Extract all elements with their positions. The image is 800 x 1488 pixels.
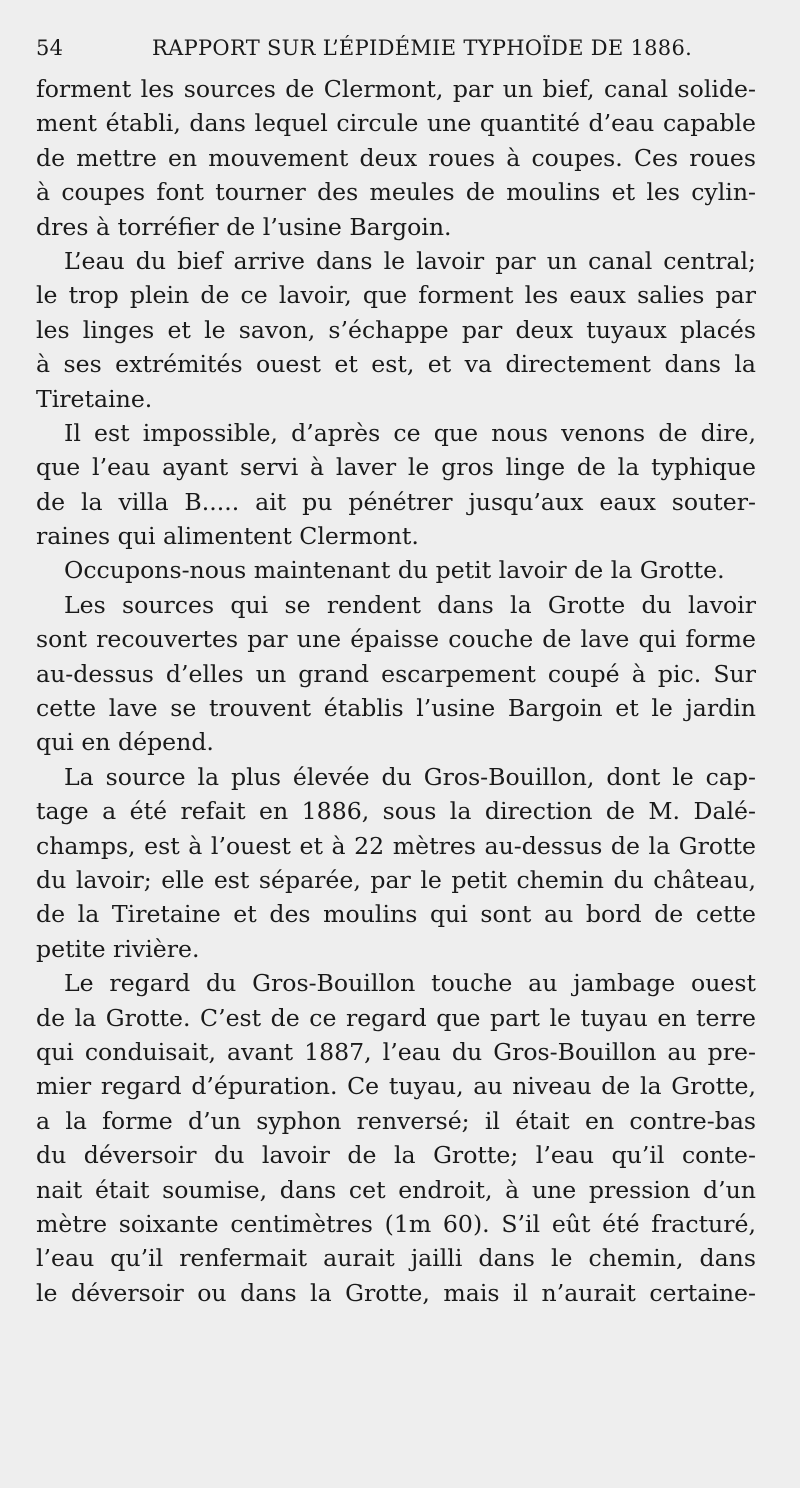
running-header <box>36 36 756 66</box>
text-line: du déversoir du lavoir de la Grotte; l’eau qu’il conte- <box>36 1141 756 1170</box>
text-line: le déversoir ou dans la Grotte, mais il n’aurait certaine- <box>36 1278 756 1307</box>
text-line: mier regard d’épuration. Ce tuyau, au niveau de la Grotte, <box>36 1072 756 1101</box>
text-line: que l’eau ayant servi à laver le gros linge de la typhique <box>36 453 756 482</box>
text-line: ment établi, dans lequel circule une quantité d’eau capable <box>36 109 756 138</box>
text-line: tage a été refait en 1886, sous la direction de M. Dalé- <box>36 797 756 826</box>
text-line: qui en dépend. <box>36 728 214 757</box>
text-line: à coupes font tourner des meules de moulins et les cylin- <box>36 178 756 207</box>
text-line: de la Tiretaine et des moulins qui sont au bord de cette <box>36 900 756 929</box>
text-line: Occupons-nous maintenant du petit lavoir de la Grotte. <box>64 556 725 585</box>
text-line: du lavoir; elle est séparée, par le petit chemin du château, <box>36 865 756 894</box>
running-title: RAPPORT SUR L’ÉPIDÉMIE TYPHOÏDE DE 1886. <box>152 36 693 60</box>
text-line: qui conduisait, avant 1887, l’eau du Gros-Bouillon au pre- <box>36 1037 756 1066</box>
body-text <box>36 72 756 1310</box>
text-line: forment les sources de Clermont, par un bief, canal solide- <box>36 75 756 103</box>
text-line: L’eau du bief arrive dans le lavoir par un canal central; <box>64 246 756 275</box>
text-line: Tiretaine. <box>36 384 153 413</box>
text-line: a la forme d’un syphon renversé; il était en contre-bas <box>36 1106 756 1135</box>
text-line: nait était soumise, dans cet endroit, à une pression d’un <box>36 1175 756 1204</box>
text-line: l’eau qu’il renfermait aurait jailli dans le chemin, dans <box>36 1244 756 1273</box>
text-line: de mettre en mouvement deux roues à coupes. Ces roues <box>36 143 756 172</box>
text-line: dres à torréfier de l’usine Bargoin. <box>36 212 452 241</box>
text-line: à ses extrémités ouest et est, et va directement dans la <box>36 350 756 379</box>
text-line: petite rivière. <box>36 934 200 963</box>
text-line: sont recouvertes par une épaisse couche de lave qui forme <box>36 625 756 654</box>
text-line: Il est impossible, d’après ce que nous venons de dire, <box>64 418 756 447</box>
text-line: raines qui alimentent Clermont. <box>36 522 419 551</box>
text-line: cette lave se trouvent établis l’usine Bargoin et le jardin <box>36 694 756 723</box>
text-line: champs, est à l’ouest et à 22 mètres au-dessus de la Grotte <box>36 831 756 860</box>
text-line: le trop plein de ce lavoir, que forment les eaux salies par <box>36 281 756 310</box>
text-line: Les sources qui se rendent dans la Grotte du lavoir <box>64 590 756 619</box>
text-line: au-dessus d’elles un grand escarpement coupé à pic. Sur <box>36 659 756 688</box>
text-line: Le regard du Gros-Bouillon touche au jambage ouest <box>64 969 756 998</box>
text-line: de la villa B..... ait pu pénétrer jusqu’aux eaux souter- <box>36 487 756 516</box>
text-line: les linges et le savon, s’échappe par deux tuyaux placés <box>36 315 756 344</box>
text-line: La source la plus élevée du Gros-Bouillon, dont le cap- <box>64 762 756 791</box>
page-number: 54 <box>36 36 64 60</box>
text-line: mètre soixante centimètres (1m 60). S’il eût été fracturé, <box>36 1209 756 1238</box>
text-line: de la Grotte. C’est de ce regard que part le tuyau en terre <box>36 1003 756 1032</box>
